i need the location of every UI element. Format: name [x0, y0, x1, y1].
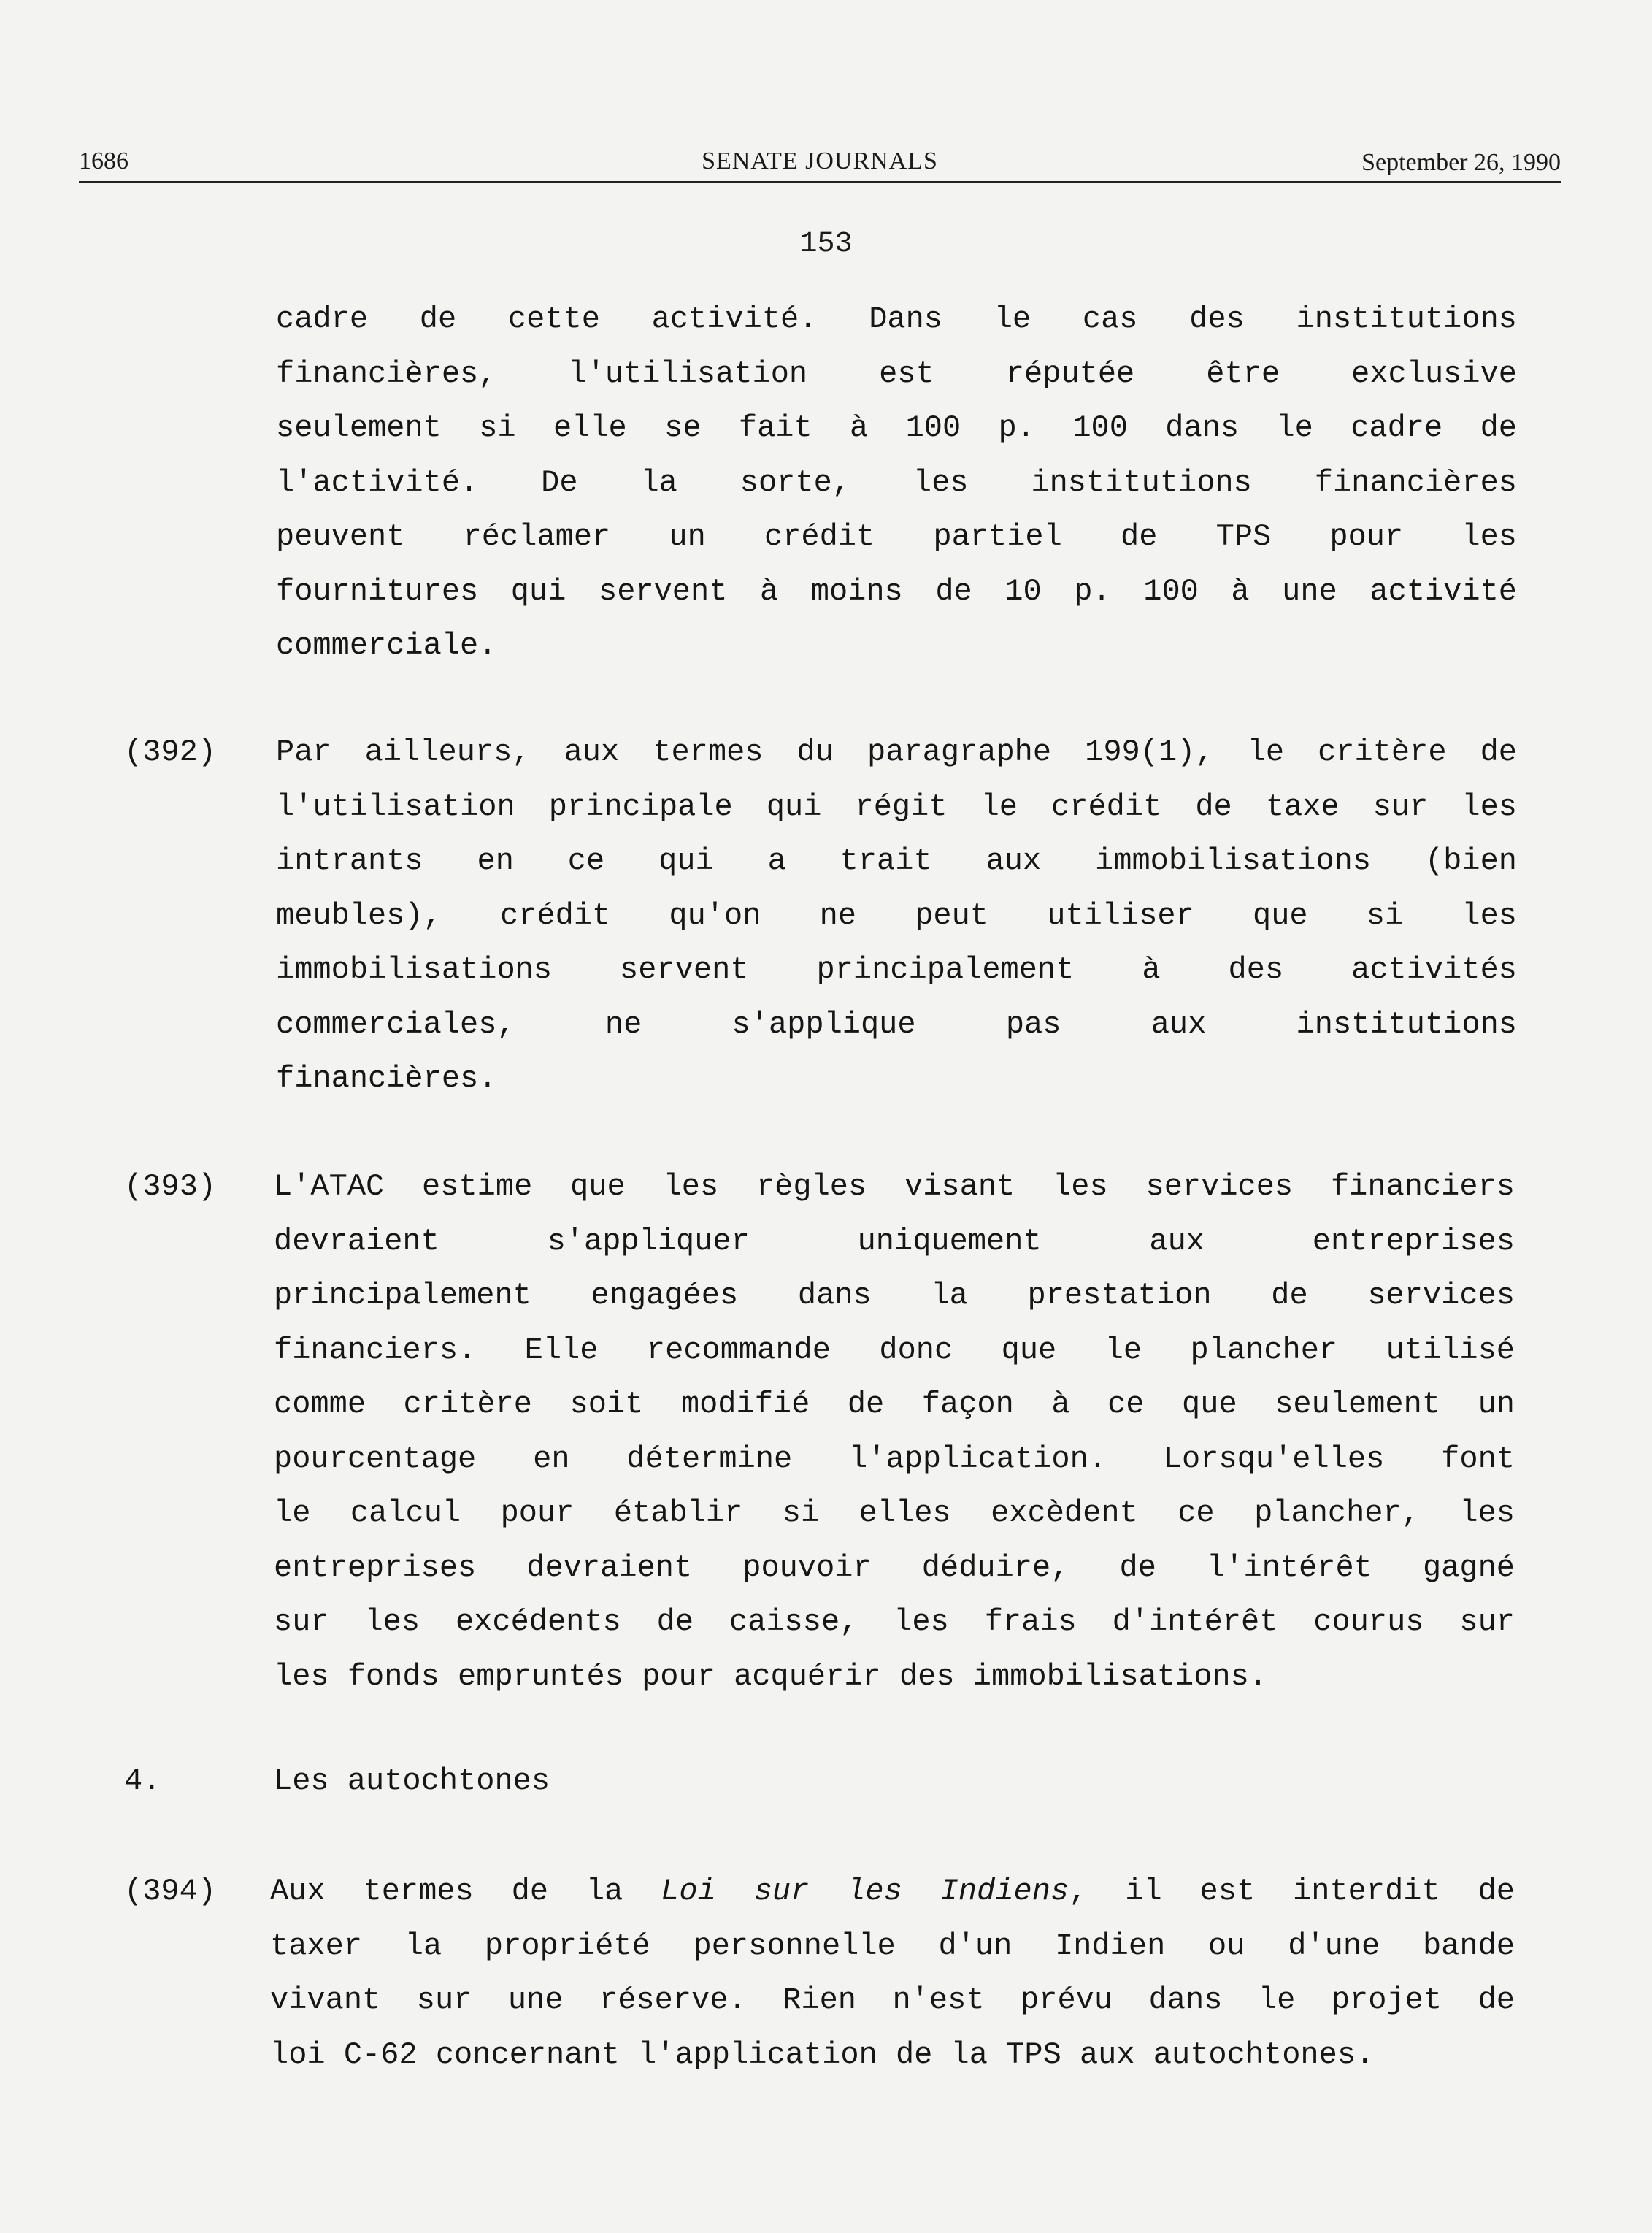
report-page-number: 153	[799, 228, 853, 261]
text-line: cadre de cette activité. Dans le cas des institutions	[276, 302, 1517, 337]
header-title: SENATE JOURNALS	[702, 148, 938, 175]
text-line: L'ATAC estime que les règles visant les services financiers	[274, 1169, 1515, 1204]
text-fragment: , il est interdit de	[1069, 1874, 1515, 1909]
text-line: l'utilisation principale qui régit le crédit de taxe sur les	[276, 789, 1517, 824]
text-line: peuvent réclamer un crédit partiel de TPS pour les	[276, 519, 1517, 554]
text-line: financiers. Elle recommande donc que le plancher utilisé	[274, 1332, 1515, 1368]
text-line: taxer la propriété personnelle d'un Indien ou d'une bande	[270, 1928, 1515, 1964]
paragraph-392	[276, 725, 1517, 1106]
text-line: comme critère soit modifié de façon à ce que seulement un	[274, 1387, 1515, 1422]
text-line: les fonds empruntés pour acquérir des immobilisations.	[274, 1658, 1268, 1694]
paragraph-394	[270, 1864, 1515, 2082]
text-line: l'activité. De la sorte, les institutions financières	[276, 464, 1517, 500]
text-line: seulement si elle se fait à 100 p. 100 dans le cadre de	[276, 410, 1517, 445]
section-title: Les autochtones	[274, 1763, 550, 1799]
statute-title: Loi sur les Indiens	[661, 1874, 1069, 1909]
text-line: commerciale.	[276, 628, 497, 663]
text-line: vivant sur une réserve. Rien n'est prévu dans le projet de	[270, 1983, 1515, 2018]
section-number: 4.	[124, 1763, 161, 1799]
text-line: financières, l'utilisation est réputée être exclusive	[276, 356, 1517, 391]
text-line	[270, 1864, 1515, 1919]
paragraph-continued	[276, 292, 1517, 673]
text-line: meubles), crédit qu'on ne peut utiliser que si les	[276, 897, 1517, 933]
header-page-number: 1686	[79, 148, 128, 175]
section-heading	[124, 1754, 550, 1809]
paragraph-number-393: (393)	[124, 1169, 217, 1204]
running-header	[79, 146, 1561, 183]
paragraph-393	[274, 1160, 1515, 1704]
text-line: intrants en ce qui a trait aux immobilisations (bien	[276, 843, 1517, 878]
paragraph-number-392: (392)	[124, 735, 217, 770]
text-line: entreprises devraient pouvoir déduire, de l'intérêt gagné	[274, 1550, 1515, 1585]
text-line: fournitures qui servent à moins de 10 p. 100 à une activité	[276, 573, 1517, 609]
text-line: financières.	[276, 1061, 497, 1096]
text-line: principalement engagées dans la prestation de services	[274, 1278, 1515, 1313]
text-line: devraient s'appliquer uniquement aux entreprises	[274, 1223, 1515, 1259]
paragraph-number-394: (394)	[124, 1874, 217, 1909]
text-fragment: Aux termes de la	[270, 1874, 661, 1909]
text-line: pourcentage en détermine l'application. Lorsqu'elles font	[274, 1441, 1515, 1476]
text-line: Par ailleurs, aux termes du paragraphe 199(1), le critère de	[276, 735, 1517, 770]
text-line: immobilisations servent principalement à des activités	[276, 952, 1517, 987]
text-line: le calcul pour établir si elles excèdent ce plancher, les	[274, 1495, 1515, 1531]
text-line: commerciales, ne s'applique pas aux institutions	[276, 1006, 1517, 1042]
text-line: sur les excédents de caisse, les frais d'intérêt courus sur	[274, 1604, 1515, 1639]
text-line: loi C-62 concernant l'application de la TPS aux autochtones.	[270, 2037, 1375, 2072]
header-date: September 26, 1990	[1361, 149, 1561, 176]
